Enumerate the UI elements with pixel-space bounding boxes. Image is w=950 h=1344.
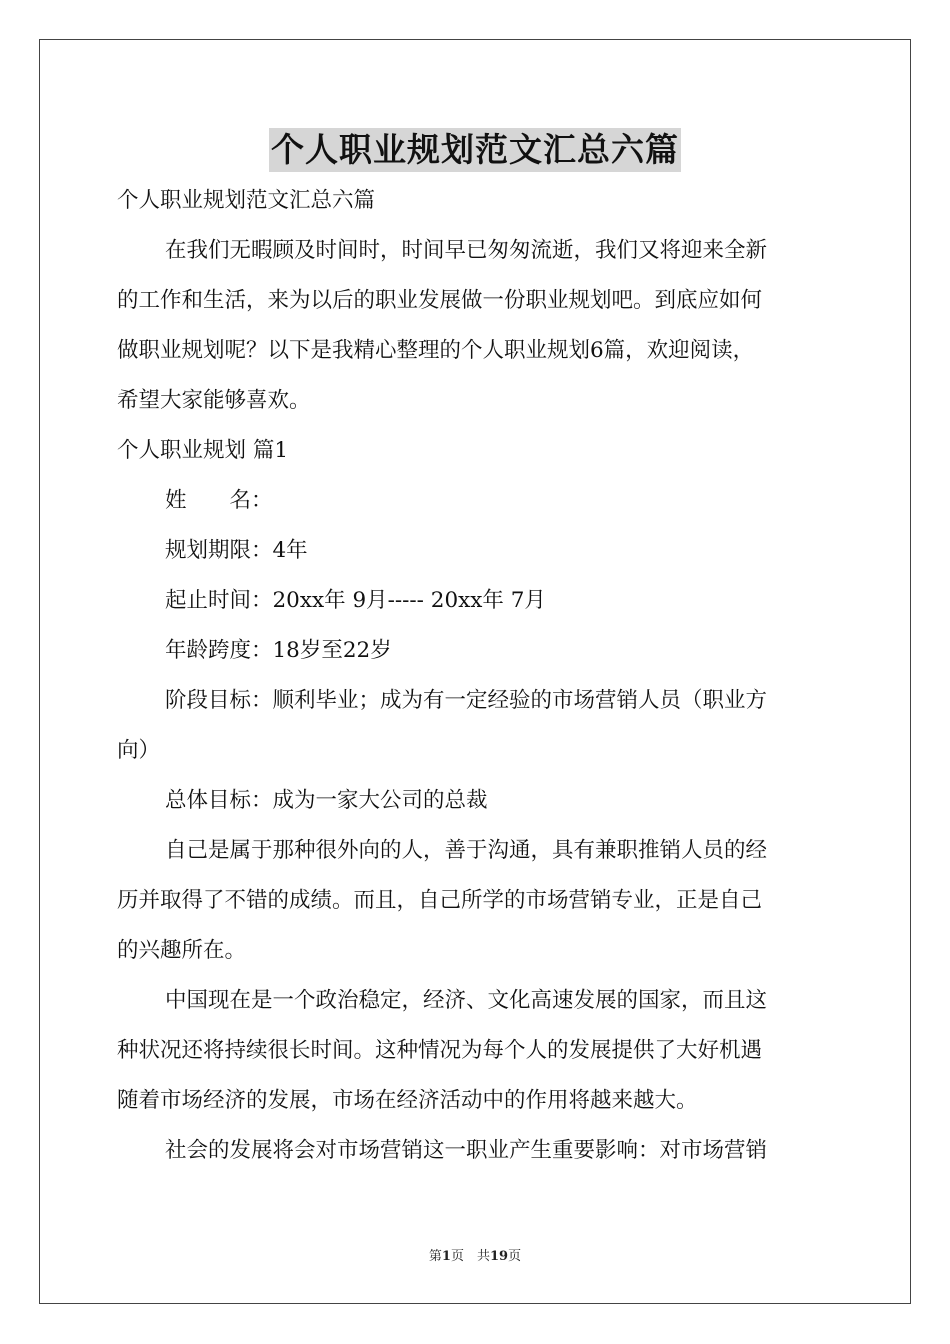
footer-suffix: 页 xyxy=(508,1249,522,1264)
paragraph-line: 的工作和生活，来为以后的职业发展做一份职业规划吧。到底应如何 xyxy=(117,288,763,313)
footer-total-pages: 19 xyxy=(489,1249,509,1264)
field-time-range: 起止时间：20xx年 9月----- 20xx年 7月 xyxy=(165,588,546,613)
field-age-range: 年龄跨度：18岁至22岁 xyxy=(165,638,392,663)
paragraph-line: 中国现在是一个政治稳定，经济、文化高速发展的国家，而且这 xyxy=(165,988,768,1013)
paragraph-line: 做职业规划呢？以下是我精心整理的个人职业规划6篇，欢迎阅读， xyxy=(117,338,755,363)
footer-middle: 页 共 xyxy=(450,1249,490,1264)
paragraph-line: 历并取得了不错的成绩。而且，自己所学的市场营销专业，正是自己 xyxy=(117,888,763,913)
paragraph-line: 的兴趣所在。 xyxy=(117,938,247,963)
field-overall-goal: 总体目标：成为一家大公司的总裁 xyxy=(165,788,488,813)
paragraph-line: 在我们无暇顾及时间时，时间早已匆匆流逝，我们又将迎来全新 xyxy=(165,238,768,263)
paragraph-line: 希望大家能够喜欢。 xyxy=(117,388,311,413)
paragraph-line: 种状况还将持续很长时间。这种情况为每个人的发展提供了大好机遇 xyxy=(117,1038,763,1063)
paragraph-line: 社会的发展将会对市场营销这一职业产生重要影响：对市场营销 xyxy=(165,1138,768,1163)
page-footer xyxy=(0,1245,950,1264)
field-stage-goal: 阶段目标：顺利毕业；成为有一定经验的市场营销人员（职业方 xyxy=(165,688,768,713)
field-period: 规划期限：4年 xyxy=(165,538,308,563)
paragraph-line: 自己是属于那种很外向的人，善于沟通，具有兼职推销人员的经 xyxy=(165,838,768,863)
field-name: 姓 名： xyxy=(165,488,273,513)
document-body xyxy=(117,176,833,1176)
subtitle-line: 个人职业规划范文汇总六篇 xyxy=(117,188,376,213)
section-heading: 个人职业规划 篇1 xyxy=(117,438,289,463)
paragraph-line: 向） xyxy=(117,738,161,763)
document-title: 个人职业规划范文汇总六篇 xyxy=(269,128,681,172)
footer-page-number: 1 xyxy=(441,1249,451,1264)
footer-prefix: 第 xyxy=(428,1249,442,1264)
title-container xyxy=(0,128,950,172)
paragraph-line: 随着市场经济的发展，市场在经济活动中的作用将越来越大。 xyxy=(117,1088,698,1113)
